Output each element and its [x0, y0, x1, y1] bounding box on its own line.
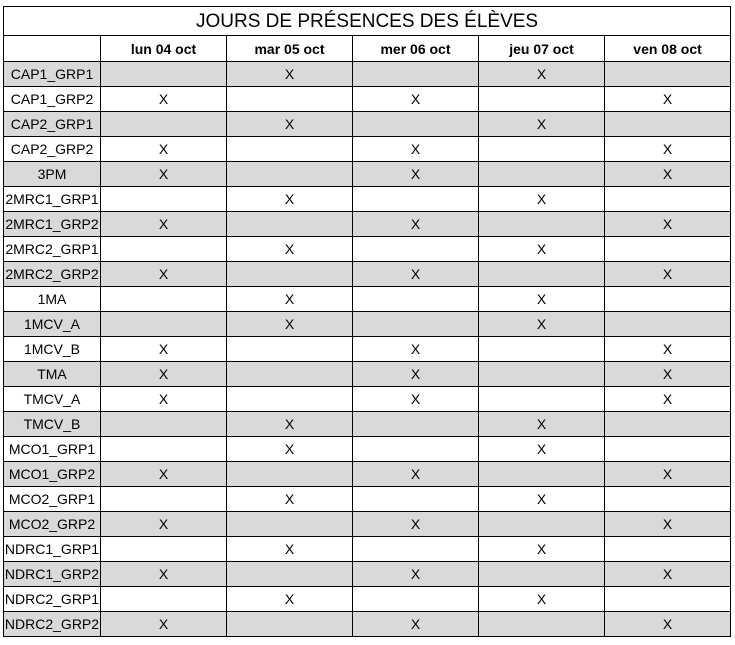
- presence-cell: [101, 487, 227, 512]
- presence-cell: [353, 587, 479, 612]
- table-row: [4, 437, 731, 462]
- presence-cell: X: [101, 362, 227, 387]
- presence-cell: X: [605, 137, 731, 162]
- presence-cell: X: [101, 212, 227, 237]
- presence-cell: X: [227, 537, 353, 562]
- presence-cell: X: [227, 587, 353, 612]
- presence-cell: [353, 112, 479, 137]
- presence-cell: X: [101, 562, 227, 587]
- presence-cell: [101, 112, 227, 137]
- table-row: [4, 362, 731, 387]
- day-header: lun 04 oct: [101, 36, 227, 62]
- presence-cell: [101, 437, 227, 462]
- presence-cell: [479, 212, 605, 237]
- table-row: [4, 312, 731, 337]
- presence-cell: [227, 612, 353, 637]
- presence-cell: [479, 362, 605, 387]
- presence-cell: [479, 87, 605, 112]
- presence-cell: [353, 62, 479, 87]
- presence-cell: [353, 312, 479, 337]
- presence-cell: X: [101, 512, 227, 537]
- presence-cell: [605, 62, 731, 87]
- group-name-cell: MCO1_GRP2: [4, 462, 101, 487]
- presence-cell: X: [353, 137, 479, 162]
- group-name-cell: CAP2_GRP2: [4, 137, 101, 162]
- table-body: [4, 62, 731, 637]
- group-name-cell: 1MCV_A: [4, 312, 101, 337]
- presence-cell: [227, 462, 353, 487]
- table-row: [4, 162, 731, 187]
- table-row: [4, 512, 731, 537]
- table-row: [4, 387, 731, 412]
- presence-cell: [479, 137, 605, 162]
- presence-cell: [101, 237, 227, 262]
- presence-cell: [605, 287, 731, 312]
- table-row: [4, 287, 731, 312]
- group-name-cell: 2MRC1_GRP2: [4, 212, 101, 237]
- group-name-cell: NDRC1_GRP2: [4, 562, 101, 587]
- presence-cell: X: [101, 137, 227, 162]
- presence-cell: X: [479, 412, 605, 437]
- presence-cell: [353, 537, 479, 562]
- presence-cell: [101, 62, 227, 87]
- group-name-cell: 2MRC1_GRP1: [4, 187, 101, 212]
- group-name-cell: NDRC2_GRP2: [4, 612, 101, 637]
- presence-cell: X: [227, 62, 353, 87]
- presence-cell: [605, 587, 731, 612]
- presence-cell: X: [101, 162, 227, 187]
- group-name-cell: 2MRC2_GRP2: [4, 262, 101, 287]
- presence-cell: X: [479, 62, 605, 87]
- group-name-cell: MCO2_GRP2: [4, 512, 101, 537]
- presence-cell: [353, 412, 479, 437]
- presence-cell: X: [101, 262, 227, 287]
- table-row: [4, 137, 731, 162]
- presence-cell: [605, 412, 731, 437]
- table-row: [4, 87, 731, 112]
- presence-cell: [605, 487, 731, 512]
- presence-cell: [227, 562, 353, 587]
- presence-cell: [227, 162, 353, 187]
- presence-cell: [479, 612, 605, 637]
- group-name-cell: CAP1_GRP1: [4, 62, 101, 87]
- presence-cell: X: [101, 462, 227, 487]
- presence-cell: X: [353, 337, 479, 362]
- presence-cell: [605, 537, 731, 562]
- presence-cell: [227, 337, 353, 362]
- table-row: [4, 62, 731, 87]
- presence-cell: X: [353, 162, 479, 187]
- presence-cell: [101, 412, 227, 437]
- table-row: [4, 562, 731, 587]
- presence-cell: [479, 162, 605, 187]
- presence-cell: X: [479, 437, 605, 462]
- presence-cell: X: [227, 237, 353, 262]
- presence-cell: X: [101, 387, 227, 412]
- presence-cell: [101, 312, 227, 337]
- table-row: [4, 612, 731, 637]
- group-name-cell: TMCV_B: [4, 412, 101, 437]
- presence-cell: [479, 512, 605, 537]
- presence-cell: X: [605, 562, 731, 587]
- presence-cell: [227, 262, 353, 287]
- presence-cell: X: [605, 362, 731, 387]
- presence-cell: [101, 537, 227, 562]
- presence-cell: X: [227, 412, 353, 437]
- presence-cell: [479, 562, 605, 587]
- presence-cell: X: [605, 162, 731, 187]
- day-header: ven 08 oct: [605, 36, 731, 62]
- presence-cell: [605, 437, 731, 462]
- group-name-cell: MCO2_GRP1: [4, 487, 101, 512]
- presence-cell: [101, 587, 227, 612]
- title-row: [4, 7, 731, 36]
- presence-cell: [479, 387, 605, 412]
- presence-cell: [101, 187, 227, 212]
- presence-cell: [605, 312, 731, 337]
- presence-cell: [605, 112, 731, 137]
- presence-cell: [605, 237, 731, 262]
- presence-cell: X: [353, 462, 479, 487]
- group-name-cell: TMA: [4, 362, 101, 387]
- presence-cell: X: [479, 112, 605, 137]
- presence-cell: X: [605, 87, 731, 112]
- presence-cell: X: [101, 337, 227, 362]
- presence-cell: X: [605, 462, 731, 487]
- table-title-text: JOURS DE PRÉSENCES DES ÉLÈVES: [195, 11, 539, 32]
- group-name-cell: MCO1_GRP1: [4, 437, 101, 462]
- group-name-cell: 1MA: [4, 287, 101, 312]
- presence-cell: X: [479, 487, 605, 512]
- presence-table: [3, 6, 731, 637]
- group-name-cell: TMCV_A: [4, 387, 101, 412]
- day-header: mer 06 oct: [353, 36, 479, 62]
- table-row: [4, 412, 731, 437]
- group-name-cell: CAP1_GRP2: [4, 87, 101, 112]
- presence-cell: X: [101, 87, 227, 112]
- presence-cell: [353, 437, 479, 462]
- presence-cell: X: [479, 287, 605, 312]
- presence-cell: [479, 262, 605, 287]
- table-row: [4, 537, 731, 562]
- presence-cell: X: [479, 237, 605, 262]
- group-name-cell: 3PM: [4, 162, 101, 187]
- day-header: mar 05 oct: [227, 36, 353, 62]
- table-row: [4, 187, 731, 212]
- presence-cell: X: [605, 262, 731, 287]
- presence-cell: X: [353, 262, 479, 287]
- presence-cell: X: [101, 612, 227, 637]
- table-row: [4, 587, 731, 612]
- presence-cell: [101, 287, 227, 312]
- table-row: [4, 112, 731, 137]
- presence-cell: X: [479, 187, 605, 212]
- presence-cell: X: [605, 212, 731, 237]
- presence-cell: X: [605, 387, 731, 412]
- table-row: [4, 487, 731, 512]
- presence-cell: X: [605, 612, 731, 637]
- header-corner-cell: [4, 36, 101, 62]
- presence-cell: X: [605, 337, 731, 362]
- group-name-cell: 2MRC2_GRP1: [4, 237, 101, 262]
- group-name-cell: 1MCV_B: [4, 337, 101, 362]
- presence-cell: X: [605, 512, 731, 537]
- presence-cell: [227, 387, 353, 412]
- presence-cell: [227, 512, 353, 537]
- group-name-cell: NDRC2_GRP1: [4, 587, 101, 612]
- table-row: [4, 262, 731, 287]
- group-name-cell: NDRC1_GRP1: [4, 537, 101, 562]
- presence-cell: [479, 462, 605, 487]
- presence-cell: [353, 187, 479, 212]
- presence-cell: X: [227, 187, 353, 212]
- presence-cell: X: [479, 587, 605, 612]
- presence-cell: [227, 362, 353, 387]
- presence-cell: X: [353, 212, 479, 237]
- table-row: [4, 337, 731, 362]
- table-title: [4, 7, 731, 36]
- presence-cell: [353, 287, 479, 312]
- presence-cell: X: [353, 512, 479, 537]
- presence-cell: X: [227, 112, 353, 137]
- presence-cell: X: [353, 87, 479, 112]
- presence-cell: [227, 137, 353, 162]
- presence-cell: [227, 212, 353, 237]
- group-name-cell: CAP2_GRP1: [4, 112, 101, 137]
- presence-cell: X: [479, 312, 605, 337]
- presence-cell: X: [353, 362, 479, 387]
- presence-cell: X: [227, 312, 353, 337]
- table-row: [4, 237, 731, 262]
- table-row: [4, 212, 731, 237]
- presence-cell: X: [227, 437, 353, 462]
- presence-cell: [479, 337, 605, 362]
- presence-cell: [353, 487, 479, 512]
- presence-cell: [227, 87, 353, 112]
- day-header: jeu 07 oct: [479, 36, 605, 62]
- presence-cell: X: [353, 387, 479, 412]
- presence-cell: X: [227, 287, 353, 312]
- presence-cell: X: [227, 487, 353, 512]
- presence-cell: [605, 187, 731, 212]
- presence-cell: X: [353, 612, 479, 637]
- presence-cell: [353, 237, 479, 262]
- header-row: [4, 36, 731, 62]
- table-row: [4, 462, 731, 487]
- presence-cell: X: [479, 537, 605, 562]
- presence-cell: X: [353, 562, 479, 587]
